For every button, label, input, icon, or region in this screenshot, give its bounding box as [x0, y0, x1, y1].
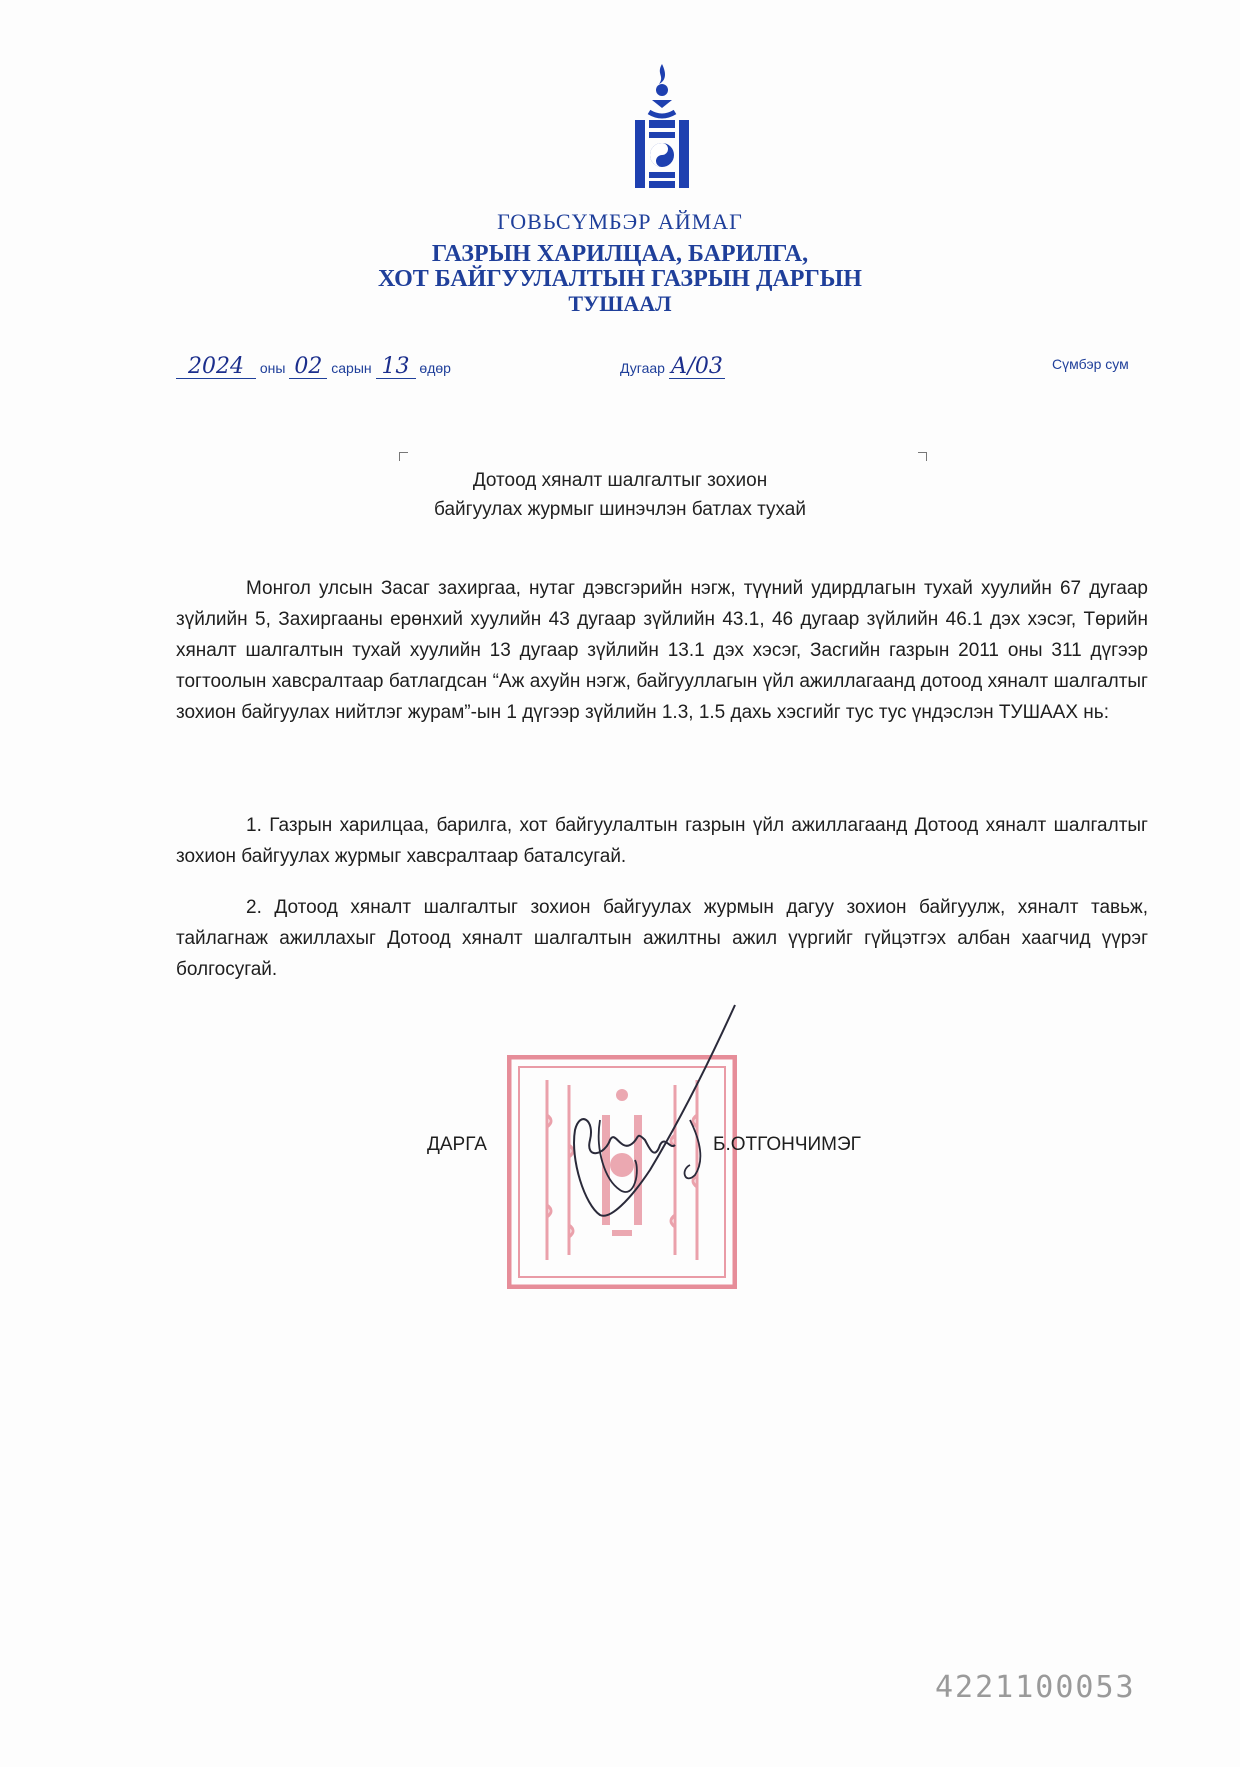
date-field: [176, 356, 451, 379]
document-serial-number: 4221100053: [935, 1670, 1136, 1705]
title-corner-right: [918, 452, 927, 461]
order-title-line-1: Дотоод хяналт шалгалтыг зохион: [472, 470, 768, 491]
item-2-paragraph: 2. Дотоод хяналт шалгалтыг зохион байгуулах журмын дагуу зохион байгуулж, хяналт тавьж, тайлагнаж ажиллахыг Дотоод хяналт шалгалтын ажилтны ажил үүргийг гүйцэтгэх албан хаагчид үүрэг болгосугай.: [176, 897, 1148, 980]
organization-line-2: ХОТ БАЙГУУЛАЛТЫН ГАЗРЫН ДАРГЫН: [378, 266, 862, 292]
title-corner-left: [399, 452, 408, 461]
order-preamble: [176, 573, 1148, 728]
date-month-suffix: сарын: [331, 360, 372, 376]
order-item-1: [176, 810, 1148, 872]
date-year: 2024: [176, 356, 256, 379]
soyombo-emblem-icon: [632, 62, 692, 192]
date-day-suffix: өдөр: [419, 360, 451, 376]
item-1-paragraph: 1. Газрын харилцаа, барилга, хот байгуулалтын газрын үйл ажиллагаанд Дотоод хяналт шалгалтыг зохион байгуулах журмыг хавсралтаар баталсугай.: [176, 815, 1148, 867]
document-type: ТУШААЛ: [568, 291, 672, 316]
order-number-field: [620, 356, 725, 379]
place-name: Сүмбэр сум: [1052, 356, 1129, 372]
signatory-title: ДАРГА: [427, 1134, 487, 1155]
order-item-2: [176, 892, 1148, 985]
date-year-suffix: оны: [259, 360, 286, 376]
organization-line-1: ГАЗРЫН ХАРИЛЦАА, БАРИЛГА,: [431, 241, 809, 267]
order-title-line-2: байгуулах журмыг шинэчлэн батлах тухай: [434, 499, 806, 520]
order-number-label: Дугаар: [620, 360, 665, 376]
aimag-name: ГОВЬСҮМБЭР АЙМАГ: [497, 209, 743, 234]
handwritten-signature: [540, 1000, 760, 1250]
date-month: 02: [289, 356, 327, 379]
date-day: 13: [376, 356, 416, 379]
signatory-name: Б.ОТГОНЧИМЭГ: [713, 1134, 861, 1155]
order-number: А/03: [670, 354, 723, 379]
preamble-paragraph: Монгол улсын Засаг захиргаа, нутаг дэвсгэрийн нэгж, түүний удирдлагын тухай хуулийн 67 дугаар зүйлийн 5, Захиргааны ерөнхий хуулийн 43 дугаар зүйлийн 43.1, 46 дугаар зүйлийн 46.1 дэх хэсэг, Төрийн хяналт шалгалтын тухай хуулийн 13 дугаар зүйлийн 13.1 дэх хэсэг, Засгийн газрын 2011 оны 311 дүгээр тогтоолын хавсралтаар батлагдсан “Аж ахуйн нэгж, байгууллагын үйл ажиллагаанд дотоод хяналт шалгалтыг зохион байгуулах нийтлэг журам”-ын 1 дүгээр зүйлийн 1.3, 1.5 дахь хэсгийг тус тус үндэслэн ТУШААХ нь:: [176, 578, 1148, 723]
